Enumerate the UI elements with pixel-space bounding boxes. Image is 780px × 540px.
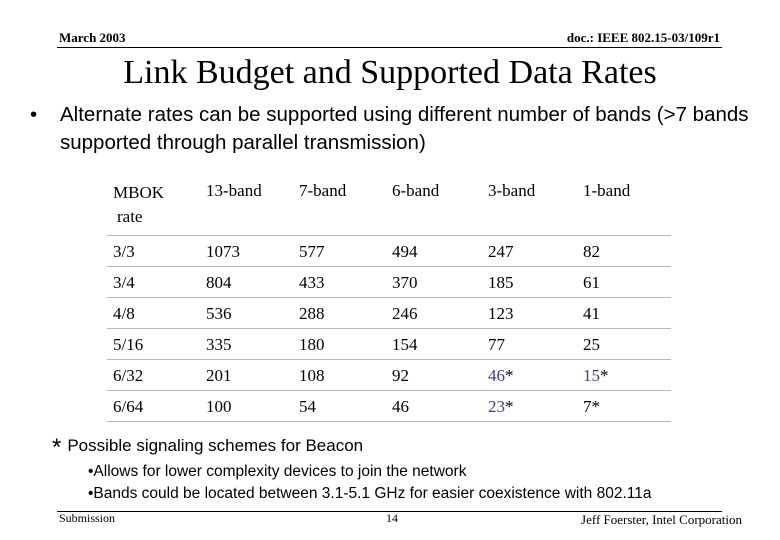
value-cell: 41 [577, 297, 671, 328]
starred-value-cell [482, 390, 577, 421]
value-cell: 536 [200, 297, 293, 328]
table-row [107, 359, 671, 390]
value-cell: 108 [293, 359, 386, 390]
value-cell: 123 [482, 297, 577, 328]
data-rate-table [107, 175, 671, 422]
value-cell: 804 [200, 266, 293, 297]
note-text: Possible signaling schemes for Beacon [67, 436, 364, 455]
table-row [107, 235, 671, 266]
rate-cell: 6/64 [107, 390, 200, 421]
beacon-note [52, 434, 363, 462]
header-cell-mbok-rate [107, 175, 200, 235]
value-cell: 154 [386, 328, 482, 359]
value-cell: 100 [200, 390, 293, 421]
header-rate-label: rate [117, 207, 143, 226]
header-cell-6-band: 6-band [386, 175, 482, 235]
starred-value: 7 [583, 396, 592, 416]
starred-value-cell [482, 359, 577, 390]
value-cell: 577 [293, 235, 386, 266]
starred-value: 23 [488, 396, 505, 416]
rate-cell: 5/16 [107, 328, 200, 359]
table-row [107, 390, 671, 421]
value-cell: 77 [482, 328, 577, 359]
header-cell-7-band: 7-band [293, 175, 386, 235]
value-cell: 25 [577, 328, 671, 359]
footer-page-number: 14 [386, 511, 398, 525]
main-bullet [30, 101, 765, 157]
header-mbok-label: MBOK [113, 183, 165, 202]
table-header-row [107, 175, 671, 235]
value-cell: 433 [293, 266, 386, 297]
asterisk-mark: * [600, 365, 609, 385]
value-cell: 1073 [200, 235, 293, 266]
asterisk-mark: * [505, 365, 514, 385]
header-divider [57, 47, 722, 48]
value-cell: 288 [293, 297, 386, 328]
footer-author: Jeff Foerster, Intel Corporation [581, 512, 742, 527]
bullet-symbol: • [30, 103, 38, 126]
slide-title: Link Budget and Supported Data Rates [123, 54, 657, 91]
value-cell: 54 [293, 390, 386, 421]
starred-value-cell [577, 390, 671, 421]
value-cell: 185 [482, 266, 577, 297]
rate-cell: 4/8 [107, 297, 200, 328]
value-cell: 246 [386, 297, 482, 328]
value-cell: 46 [386, 390, 482, 421]
starred-value: 46 [488, 365, 505, 385]
asterisk-mark: * [591, 396, 600, 416]
table-row [107, 297, 671, 328]
value-cell: 92 [386, 359, 482, 390]
value-cell: 494 [386, 235, 482, 266]
header-cell-3-band: 3-band [482, 175, 577, 235]
value-cell: 180 [293, 328, 386, 359]
asterisk-mark: * [505, 396, 514, 416]
table-row [107, 266, 671, 297]
rate-cell: 3/4 [107, 266, 200, 297]
header-cell-13-band: 13-band [200, 175, 293, 235]
note-sub-bullet-complexity: •Allows for lower complexity devices to join the network [88, 463, 467, 480]
starred-value-cell [577, 359, 671, 390]
starred-value: 15 [583, 365, 600, 385]
rate-cell: 6/32 [107, 359, 200, 390]
table-row [107, 328, 671, 359]
value-cell: 82 [577, 235, 671, 266]
note-sub-bullet-coexistence: •Bands could be located between 3.1-5.1 GHz for easier coexistence with 802.11a [88, 485, 652, 502]
value-cell: 370 [386, 266, 482, 297]
value-cell: 61 [577, 266, 671, 297]
note-asterisk: * [52, 434, 62, 461]
header-date: March 2003 [59, 30, 126, 45]
header-cell-1-band: 1-band [577, 175, 671, 235]
value-cell: 201 [200, 359, 293, 390]
value-cell: 247 [482, 235, 577, 266]
value-cell: 335 [200, 328, 293, 359]
bullet-text: Alternate rates can be supported using different number of bands (>7 bands supported through parallel transmission) [60, 103, 749, 154]
footer-submission: Submission [59, 511, 116, 525]
header-doc-id: doc.: IEEE 802.15-03/109r1 [566, 30, 720, 45]
rate-cell: 3/3 [107, 235, 200, 266]
